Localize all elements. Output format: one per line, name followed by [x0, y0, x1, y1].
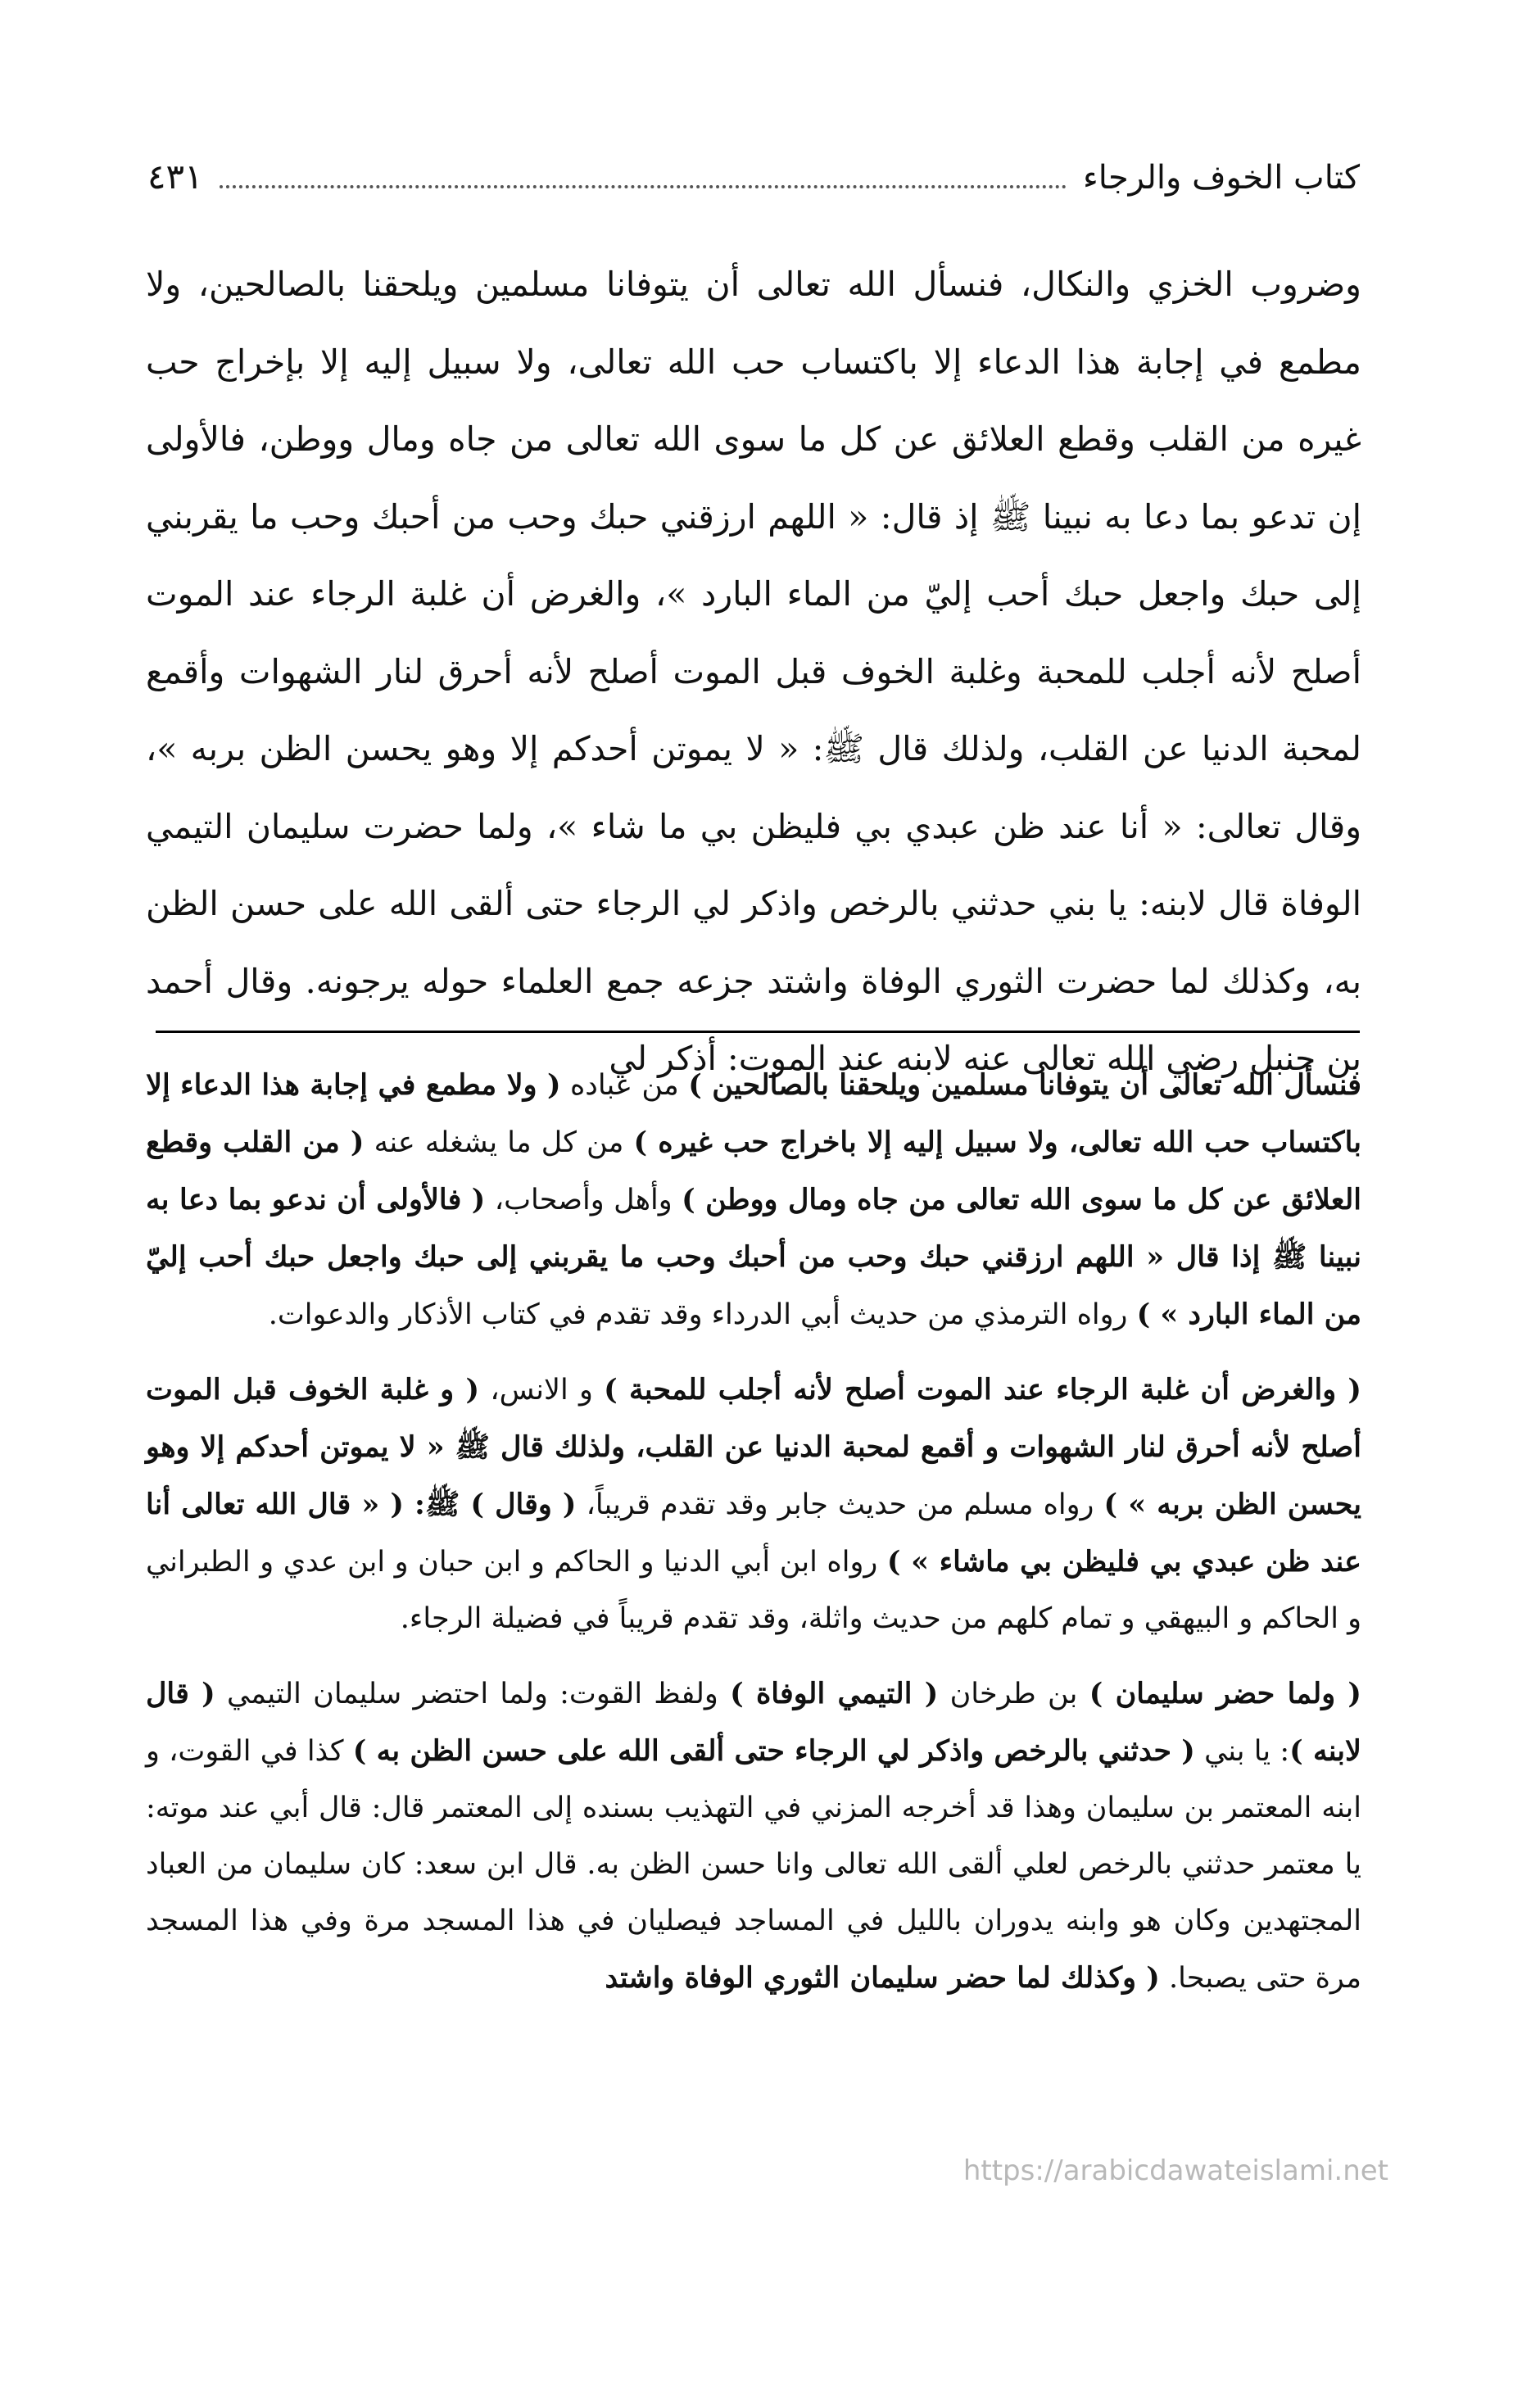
commentary-segment: رواه مسلم من حديث جابر وقد تقدم قريباً،	[576, 1488, 1104, 1521]
commentary-segment: رواه الترمذي من حديث أبي الدرداء وقد تقدم في كتاب الأذكار والدعوات.	[268, 1298, 1137, 1331]
note-paragraph-2	[146, 1361, 1361, 1647]
quoted-text-segment: ( وكذلك لما حضر سليمان الثوري الوفاة واشتد	[605, 1961, 1160, 1995]
quoted-text-segment: ( ولا مطمع في إجابة هذا الدعاء إلا باكتساب حب الله تعالى، ولا سبيل إليه إلا باخراج حب غيره )	[146, 1068, 1361, 1159]
commentary-segment: كذا في القوت، و ابنه المعتمر بن سليمان وهذا قد أخرجه المزني في التهذيب بسنده إلى المعتمر قال: قال أبي عند موته: يا معتمر حدثني بالرخص لعلي ألقى الله تعالى وانا حسن الظن به. قال ابن سعد: كان سليمان من العباد المجتهدين وكان هو وابنه يدوران بالليل في المساجد فيصليان في هذا المسجد مرة وفي هذا المسجد مرة حتى يصبحا.	[146, 1735, 1361, 1995]
quoted-text-segment: ( وقال ) ﷺ: ( « قال الله تعالى أنا عند ظن عبدي بي فليظن بي ماشاء » )	[146, 1488, 1361, 1579]
commentary-segment: من كل ما يشغله عنه	[364, 1126, 634, 1159]
watermark-url: https://arabicdawateislami.net	[962, 2154, 1388, 2187]
quoted-text-segment: ( من القلب وقطع العلائق عن كل ما سوى الله تعالى من جاه ومال ووطن )	[146, 1126, 1361, 1216]
commentary-segment: : يا بني	[1194, 1735, 1290, 1768]
commentary-segment: رواه ابن أبي الدنيا و الحاكم و ابن حبان و ابن عدي و الطبراني و الحاكم و البيهقي و تمام كلهم من حديث واثلة، وقد تقدم قريباً في فضيلة الرجاء.	[146, 1546, 1361, 1635]
main-text	[146, 246, 1361, 1098]
quoted-text-segment: ( فالأولى أن ندعو بما دعا به نبينا ﷺ إذا قال « اللهم ارزقني حبك وحب من أحبك وحب ما يقربني إلى حبك واجعل حبك أحب إليّ من الماء البارد » )	[146, 1183, 1361, 1331]
commentary-segment: ولفظ القوت: ولما احتضر سليمان التيمي	[215, 1678, 731, 1710]
main-paragraph: وضروب الخزي والنكال، فنسأل الله تعالى أن يتوفانا مسلمين ويلحقنا بالصالحين، ولا مطمع في إجابة هذا الدعاء إلا باكتساب حب الله تعالى، ولا سبيل إليه إلا بإخراج حب غيره من القلب وقطع العلائق عن كل ما سوى الله تعالى من جاه ومال ووطن، فالأولى إن تدعو بما دعا به نبينا ﷺ إذ قال: « اللهم ارزقني حبك وحب من أحبك وحب ما يقربني إلى حبك واجعل حبك أحب إليّ من الماء البارد »، والغرض أن غلبة الرجاء عند الموت أصلح لأنه أجلب للمحبة وغلبة الخوف قبل الموت أصلح لأنه أحرق لنار الشهوات وأقمع لمحبة الدنيا عن القلب، ولذلك قال ﷺ: « لا يموتن أحدكم إلا وهو يحسن الظن بربه »، وقال تعالى: « أنا عند ظن عبدي بي فليظن بي ما شاء »، ولما حضرت سليمان التيمي الوفاة قال لابنه: يا بني حدثني بالرخص واذكر لي الرجاء حتى ألقى الله على حسن الظن به، وكذلك لما حضرت الثوري الوفاة واشتد جزعه جمع العلماء حوله يرجونه. وقال أحمد بن حنبل رضي الله تعالى عنه لابنه عند الموت: أذكر لي	[146, 265, 1361, 1078]
quoted-text-segment: ( والغرض أن غلبة الرجاء عند الموت أصلح لأنه أجلب للمحبة )	[604, 1373, 1361, 1407]
note-paragraph-1	[146, 1057, 1361, 1343]
commentary-notes	[146, 1057, 1361, 2025]
quoted-text-segment: ( ولما حضر سليمان )	[1089, 1677, 1361, 1710]
leader-dots	[220, 183, 1067, 188]
commentary-segment: من عباده	[560, 1069, 689, 1102]
commentary-segment: و الانس،	[479, 1374, 605, 1407]
footnote-separator	[156, 1031, 1360, 1033]
quoted-text-segment: ( حدثني بالرخص واذكر لي الرجاء حتى ألقى الله على حسن الظن به )	[352, 1734, 1195, 1768]
chapter-title: كتاب الخوف والرجاء	[1082, 159, 1360, 197]
page-number: ٤٣١	[147, 156, 203, 197]
note-paragraph-3	[146, 1665, 1361, 2007]
commentary-segment: بن طرخان	[938, 1678, 1089, 1710]
quoted-text-segment: فنسأل الله تعالى أن يتوفانا مسلمين ويلحقنا بالصالحين )	[688, 1068, 1361, 1102]
commentary-segment: وأهل وأصحاب،	[485, 1184, 682, 1216]
quoted-text-segment: ( و غلبة الخوف قبل الموت أصلح لأنه أحرق لنار الشهوات و أقمع لمحبة الدنيا عن القلب، ولذلك قال ﷺ « لا يموتن أحدكم إلا وهو يحسن الظن بربه » )	[146, 1373, 1361, 1521]
page-header	[147, 123, 1360, 197]
quoted-text-segment: ( قال لابنه )	[146, 1677, 1361, 1768]
quoted-text-segment: ( التيمي الوفاة )	[730, 1677, 939, 1710]
